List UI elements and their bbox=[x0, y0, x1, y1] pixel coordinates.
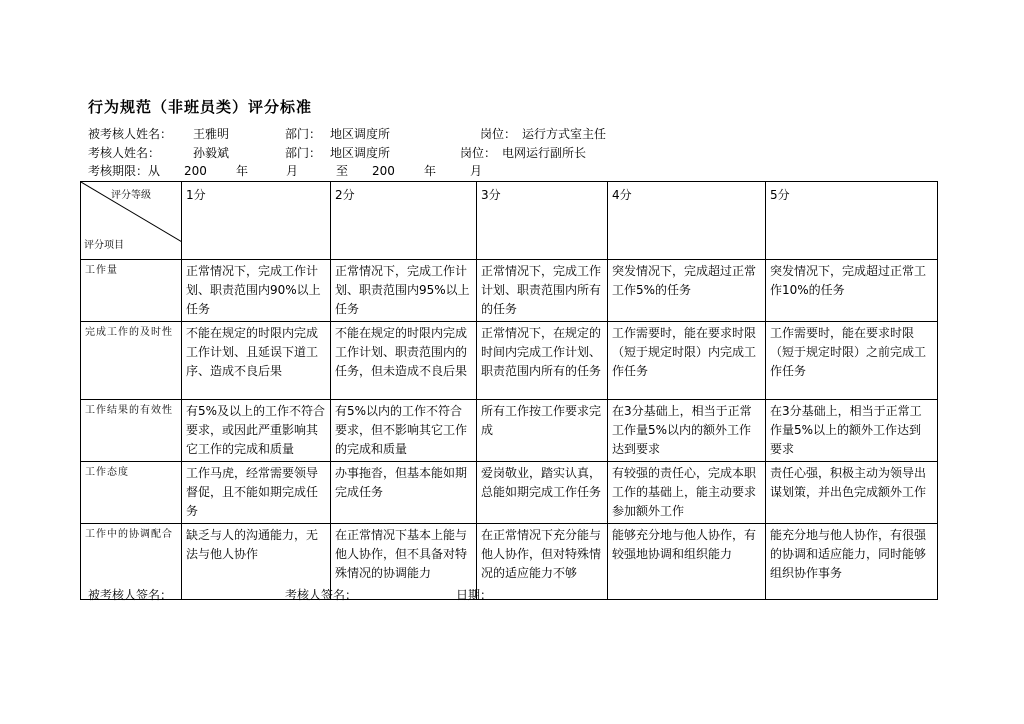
signature-footer bbox=[88, 586, 688, 602]
table-cell: 所有工作按工作要求完成 bbox=[477, 400, 608, 462]
row-item-label: 完成工作的及时性 bbox=[81, 322, 182, 400]
assessee-post-value: 运行方式室主任 bbox=[522, 127, 607, 141]
table-cell: 办事拖沓，但基本能如期完成任务 bbox=[331, 462, 477, 524]
assessor-signature-label: 考核人签名： bbox=[285, 588, 358, 602]
info-line-assessee bbox=[88, 126, 788, 142]
assessor-post-value: 电网运行副所长 bbox=[502, 146, 587, 160]
table-cell: 不能在规定的时限内完成工作计划、职责范围内的任务，但未造成不良后果 bbox=[331, 322, 477, 400]
assessee-post-label: 岗位： bbox=[480, 127, 517, 141]
assessee-signature-label: 被考核人签名： bbox=[88, 588, 173, 602]
table-cell: 正常情况下，完成工作计划、职责范围内95%以上任务 bbox=[331, 260, 477, 322]
table-cell: 爱岗敬业，踏实认真，总能如期完成工作任务 bbox=[477, 462, 608, 524]
scoring-table bbox=[80, 181, 938, 600]
date-label: 日期： bbox=[456, 588, 493, 602]
assessee-name-label: 被考核人姓名： bbox=[88, 127, 173, 141]
table-cell: 正常情况下，在规定的时间内完成工作计划、职责范围内所有的任务 bbox=[477, 322, 608, 400]
table-cell: 工作需要时，能在要求时限（短于规定时限）之前完成工作任务 bbox=[766, 322, 938, 400]
table-cell: 责任心强，积极主动为领导出谋划策，并出色完成额外工作 bbox=[766, 462, 938, 524]
table-cell: 突发情况下，完成超过正常工作10%的任务 bbox=[766, 260, 938, 322]
period-start-year-unit: 年 bbox=[236, 164, 249, 178]
corner-header-cell bbox=[81, 182, 182, 260]
grade-header: 4分 bbox=[608, 182, 766, 260]
assessee-name-value: 王雅明 bbox=[193, 127, 230, 141]
table-cell: 在3分基础上，相当于正常工作量5%以内的额外工作达到要求 bbox=[608, 400, 766, 462]
grade-header: 2分 bbox=[331, 182, 477, 260]
grade-header: 1分 bbox=[182, 182, 331, 260]
assessor-dept-label: 部门： bbox=[285, 146, 322, 160]
corner-item-label: 评分项目 bbox=[84, 240, 124, 251]
info-line-assessor bbox=[88, 145, 788, 161]
assessee-dept-label: 部门： bbox=[285, 127, 322, 141]
table-cell: 突发情况下，完成超过正常工作5%的任务 bbox=[608, 260, 766, 322]
period-end-year: 200 bbox=[372, 164, 395, 178]
table-cell: 正常情况下，完成工作计划、职责范围内90%以上任务 bbox=[182, 260, 331, 322]
table-cell: 不能在规定的时限内完成工作计划、且延误下道工序、造成不良后果 bbox=[182, 322, 331, 400]
table-row bbox=[81, 400, 938, 462]
table-cell: 正常情况下，完成工作计划、职责范围内所有的任务 bbox=[477, 260, 608, 322]
table-cell: 有较强的责任心，完成本职工作的基础上，能主动要求参加额外工作 bbox=[608, 462, 766, 524]
table-cell: 有5%及以上的工作不符合要求，或因此严重影响其它工作的完成和质量 bbox=[182, 400, 331, 462]
table-cell: 有5%以内的工作不符合要求，但不影响其它工作的完成和质量 bbox=[331, 400, 477, 462]
table-row bbox=[81, 260, 938, 322]
row-item-label: 工作量 bbox=[81, 260, 182, 322]
assessor-name-label: 考核人姓名： bbox=[88, 146, 161, 160]
row-item-label: 工作态度 bbox=[81, 462, 182, 524]
grade-header: 3分 bbox=[477, 182, 608, 260]
period-label: 考核期限：从 bbox=[88, 164, 161, 178]
period-to: 至 bbox=[336, 164, 349, 178]
table-cell: 在3分基础上，相当于正常工作量5%以上的额外工作达到要求 bbox=[766, 400, 938, 462]
table-row bbox=[81, 322, 938, 400]
corner-grade-label: 评分等级 bbox=[111, 190, 151, 201]
row-item-label: 工作结果的有效性 bbox=[81, 400, 182, 462]
assessor-dept-value: 地区调度所 bbox=[330, 146, 391, 160]
period-end-year-unit: 年 bbox=[424, 164, 437, 178]
table-cell: 工作马虎，经常需要领导督促，且不能如期完成任务 bbox=[182, 462, 331, 524]
table-cell: 能充分地与他人协作，有很强的协调和适应能力，同时能够组织协作事务 bbox=[766, 524, 938, 600]
period-start-month-unit: 月 bbox=[286, 164, 299, 178]
assessee-dept-value: 地区调度所 bbox=[330, 127, 391, 141]
period-start-year: 200 bbox=[184, 164, 207, 178]
table-row bbox=[81, 462, 938, 524]
table-cell: 缺乏与人的沟通能力，无法与他人协作 bbox=[182, 524, 331, 600]
table-cell: 工作需要时，能在要求时限（短于规定时限）内完成工作任务 bbox=[608, 322, 766, 400]
assessor-name-value: 孙毅斌 bbox=[193, 146, 230, 160]
grade-header: 5分 bbox=[766, 182, 938, 260]
row-item-label: 工作中的协调配合 bbox=[81, 524, 182, 600]
info-line-period bbox=[88, 163, 788, 179]
document-title: 行为规范（非班员类）评分标准 bbox=[88, 98, 313, 116]
table-cell: 在正常情况下充分能与他人协作，但对特殊情况的适应能力不够 bbox=[477, 524, 608, 600]
assessor-post-label: 岗位： bbox=[460, 146, 497, 160]
table-cell: 在正常情况下基本上能与他人协作，但不具备对特殊情况的协调能力 bbox=[331, 524, 477, 600]
table-cell: 能够充分地与他人协作，有较强地协调和组织能力 bbox=[608, 524, 766, 600]
period-end-month-unit: 月 bbox=[470, 164, 483, 178]
grade-header-row bbox=[81, 182, 938, 260]
